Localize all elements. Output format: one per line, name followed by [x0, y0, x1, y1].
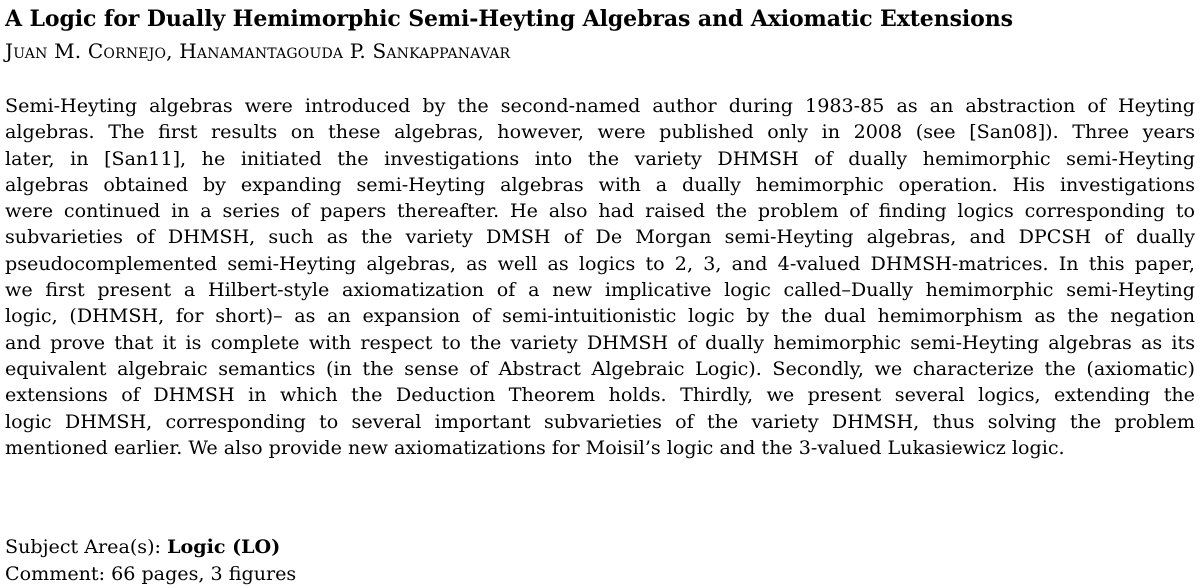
paper-listing [5, 0, 1195, 585]
subject-area-label: Subject Area(s): [5, 535, 168, 558]
subject-area-value: Logic (LO) [167, 535, 281, 558]
abstract-line: subvarieties of DHMSH, such as the variety DMSH of De Morgan semi-Heyting algebras, and DPCSH of dually [5, 225, 1195, 249]
paper-abstract [5, 93, 1195, 461]
paper-comment [5, 560, 1195, 587]
abstract-line: logic, (DHMSH, for short)– as an expansion of semi-intuitionistic logic by the dual hemimorphism as the negation [5, 304, 1195, 328]
comment-value: 66 pages, 3 figures [111, 562, 297, 585]
abstract-line: Semi-Heyting algebras were introduced by the second-named author during 1983-85 as an abstraction of Heyting [5, 94, 1195, 117]
abstract-line: algebras. The first results on these algebras, however, were published only in 2008 (see [San08]). Three years [5, 120, 1195, 144]
abstract-line: we first present a Hilbert-style axiomatization of a new implicative logic called–Dually hemimorphic semi-Heyting [5, 278, 1195, 302]
abstract-line: later, in [San11], he initiated the investigations into the variety DHMSH of dually hemimorphic semi-Heyting [5, 146, 1195, 170]
paper-title: A Logic for Dually Hemimorphic Semi-Heyting Algebras and Axiomatic Extensions [5, 6, 1013, 32]
abstract-line: algebras obtained by expanding semi-Heyting algebras with a dually hemimorphic operation. His investigations [5, 172, 1195, 196]
abstract-line: equivalent algebraic semantics (in the sense of Abstract Algebraic Logic). Secondly, we characterize the (axiomatic) [5, 356, 1195, 380]
subject-area [5, 533, 1195, 560]
abstract-line: pseudocomplemented semi-Heyting algebras, as well as logics to 2, 3, and 4-valued DHMSH-matrices. In this paper, [5, 251, 1195, 275]
abstract-line: mentioned earlier. We also provide new axiomatizations for Moisil’s logic and the 3-valued Lukasiewicz logic. [5, 435, 1065, 459]
paper-authors: Juan M. Cornejo, Hanamantagouda P. Sankappanavar [5, 39, 511, 63]
comment-label: Comment: [5, 562, 112, 585]
abstract-line: were continued in a series of papers thereafter. He also had raised the problem of finding logics corresponding to [5, 199, 1195, 223]
abstract-line: and prove that it is complete with respect to the variety DHMSH of dually hemimorphic semi-Heyting algebras as its [5, 330, 1195, 354]
abstract-line: extensions of DHMSH in which the Deduction Theorem holds. Thirdly, we present several logics, extending the [5, 383, 1195, 407]
abstract-line: logic DHMSH, corresponding to several important subvarieties of the variety DHMSH, thus solving the problem [5, 409, 1195, 433]
